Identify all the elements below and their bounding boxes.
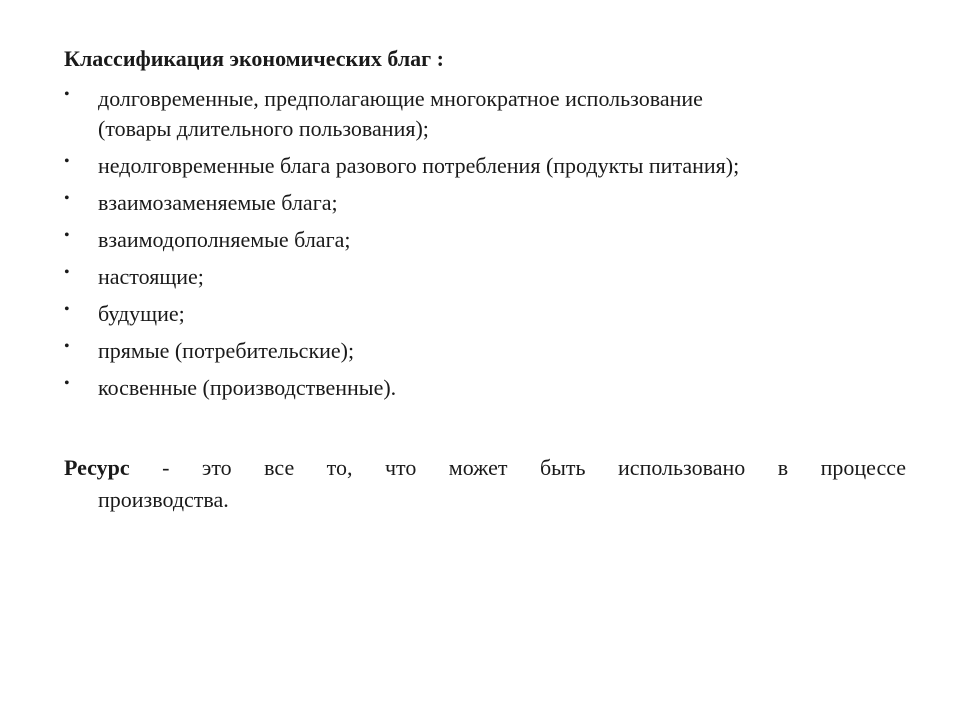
list-item xyxy=(64,262,904,292)
bullet-icon: • xyxy=(64,190,70,207)
bullet-icon: • xyxy=(64,264,70,281)
list-item-text: косвенные (производственные). xyxy=(98,375,397,400)
list-item-text: недолговременные блага разового потребления (продукты питания); xyxy=(98,153,740,178)
list-item xyxy=(64,373,904,403)
bullet-icon: • xyxy=(64,227,70,244)
definition-text: - это все то, что может быть использовано в процессе xyxy=(129,455,906,480)
bullet-icon: • xyxy=(64,301,70,318)
list-item xyxy=(64,188,904,218)
bullet-icon: • xyxy=(64,375,70,392)
list-item-line: (товары длительного пользования); xyxy=(98,116,429,141)
list-item-text: прямые (потребительские); xyxy=(98,338,355,363)
list-item xyxy=(64,84,904,144)
definition-term: Ресурс xyxy=(64,455,130,480)
list-item xyxy=(64,299,904,329)
list-item-text: взаимодополняемые блага; xyxy=(98,227,351,252)
list-item-text: взаимозаменяемые блага; xyxy=(98,190,338,215)
bullet-icon: • xyxy=(64,153,70,170)
definition-first-line xyxy=(64,452,906,484)
bullet-icon: • xyxy=(64,338,70,355)
list-item-text: настоящие; xyxy=(98,264,204,289)
list-item-line: долговременные, предполагающие многократное использование xyxy=(98,86,703,111)
list-item xyxy=(64,336,904,366)
list-item-text xyxy=(98,86,703,141)
resource-definition xyxy=(64,452,906,516)
definition-continuation: производства. xyxy=(98,487,229,512)
list-item xyxy=(64,225,904,255)
list-item-text: будущие; xyxy=(98,301,185,326)
list-item xyxy=(64,151,904,181)
bullet-list xyxy=(64,84,904,410)
slide-heading: Классификация экономических благ : xyxy=(64,46,444,71)
bullet-icon: • xyxy=(64,86,70,103)
